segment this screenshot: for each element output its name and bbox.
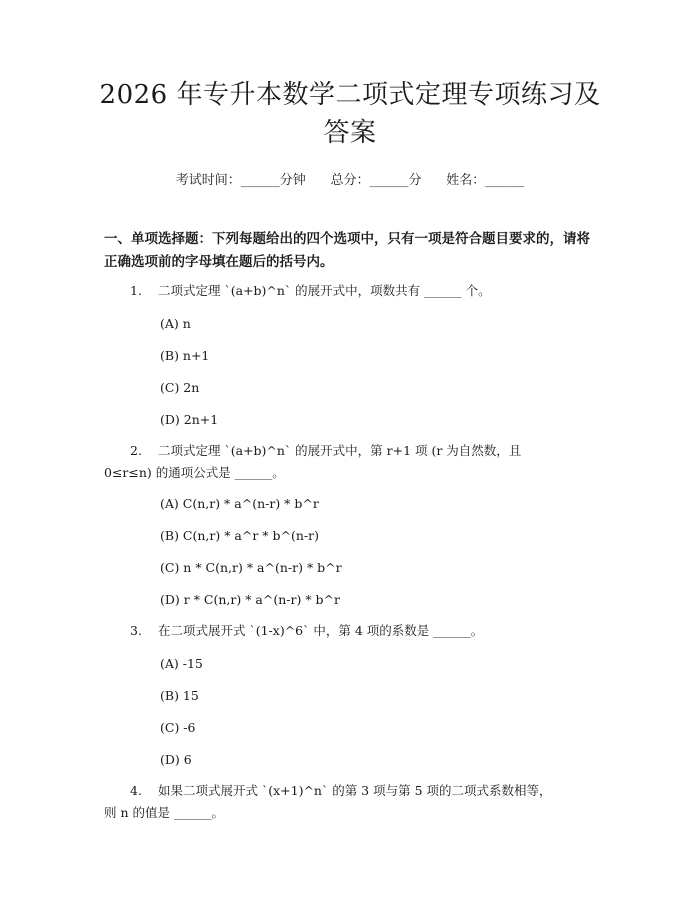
- question-text-line1: 二项式定理 `(a+b)^n` 的展开式中，第 r+1 项 (r 为自然数，且: [158, 443, 522, 458]
- option-a: (A) -15: [160, 656, 203, 671]
- option-c: (C) -6: [160, 720, 196, 735]
- option-b: (B) n+1: [160, 348, 210, 363]
- question-text: 在二项式展开式 `(1-x)^6` 中，第 4 项的系数是 ______。: [158, 623, 484, 638]
- option-c: (C) n * C(n,r) * a^(n-r) * b^r: [160, 560, 342, 575]
- option-b: (B) 15: [160, 688, 199, 703]
- option-a: (A) C(n,r) * a^(n-r) * b^r: [160, 496, 319, 511]
- option-d: (D) r * C(n,r) * a^(n-r) * b^r: [160, 592, 341, 607]
- question-1: [130, 279, 560, 302]
- option-a: (A) n: [160, 316, 191, 331]
- question-text-line2: 则 n 的值是 ______。: [104, 805, 224, 820]
- question-3: [130, 619, 560, 642]
- section-heading: 一、单项选择题：下列每题给出的四个选项中，只有一项是符合题目要求的，请将正确选项前的字母填在题后的括号内。: [104, 231, 590, 270]
- question-2-continuation: [104, 461, 534, 484]
- question-4: [130, 779, 560, 802]
- option-c: (C) 2n: [160, 380, 200, 395]
- option-d: (D) 2n+1: [160, 412, 219, 427]
- question-text: 二项式定理 `(a+b)^n` 的展开式中，项数共有 ______ 个。: [158, 283, 491, 298]
- question-number: 3.: [130, 623, 142, 638]
- option-d: (D) 6: [160, 752, 192, 767]
- question-2: [130, 439, 560, 462]
- question-4-continuation: [104, 801, 534, 824]
- question-number: 4.: [130, 783, 142, 798]
- question-number: 1.: [130, 283, 142, 298]
- question-number: 2.: [130, 443, 142, 458]
- exam-info-line: 考试时间：______分钟 总分：______分 姓名：______: [175, 173, 525, 188]
- page-title: 2026 年专升本数学二项式定理专项练习及答案: [99, 80, 601, 148]
- question-text-line2: 0≤r≤n) 的通项公式是 ______。: [104, 465, 285, 480]
- option-b: (B) C(n,r) * a^r * b^(n-r): [160, 528, 320, 543]
- question-text-line1: 如果二项式展开式 `(x+1)^n` 的第 3 项与第 5 项的二项式系数相等，: [158, 783, 552, 798]
